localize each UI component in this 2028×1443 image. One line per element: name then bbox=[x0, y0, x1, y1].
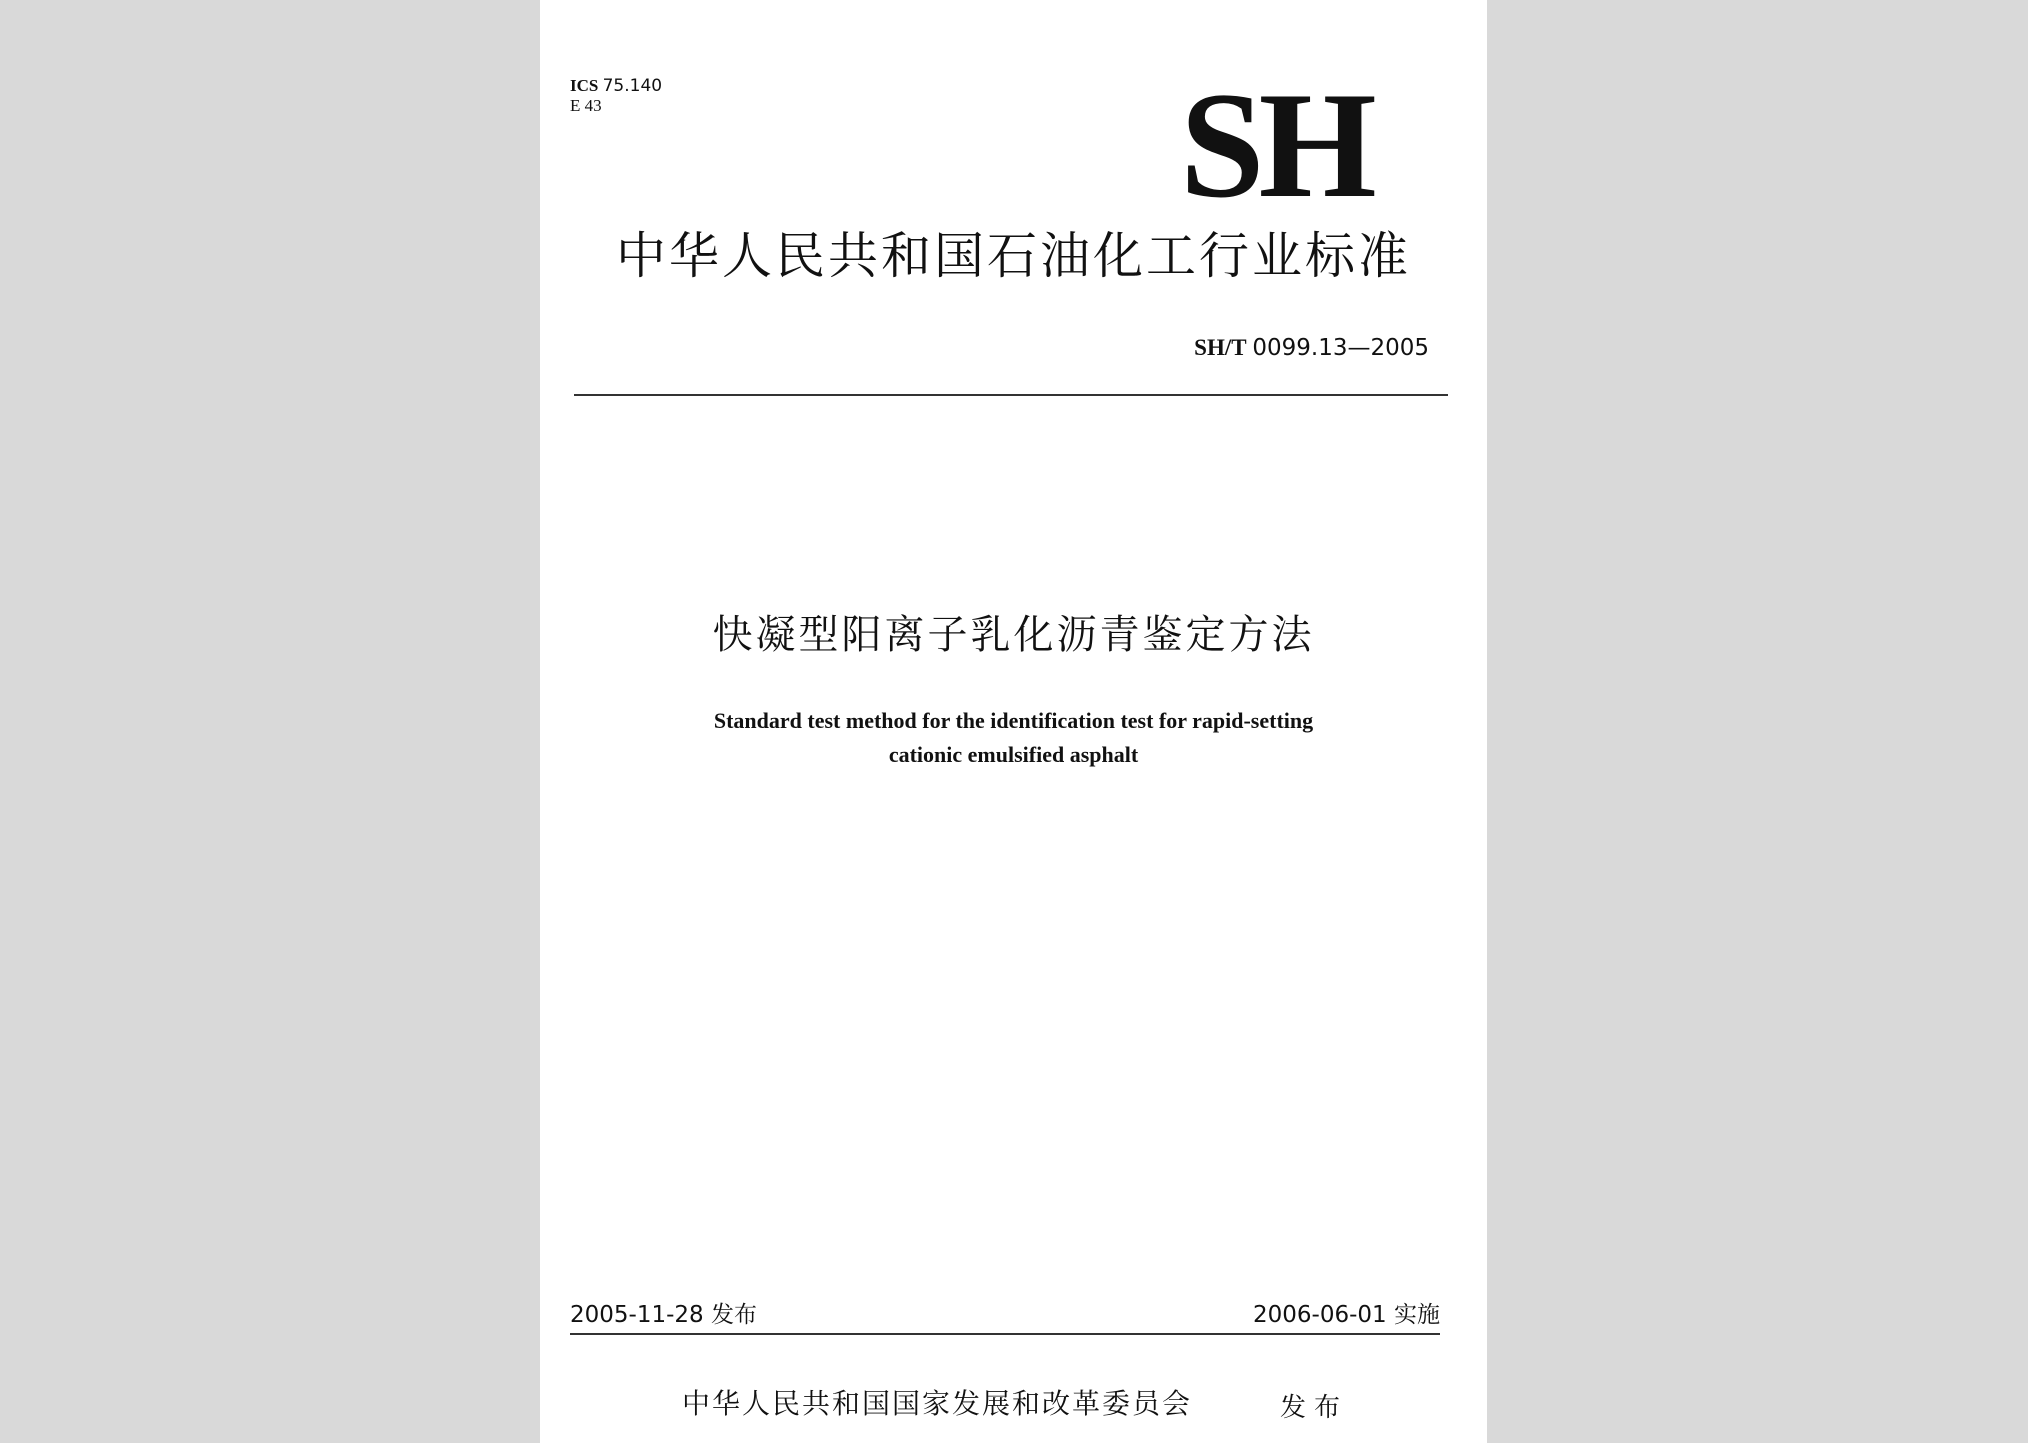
document-page bbox=[540, 0, 1487, 1443]
classification-codes bbox=[570, 76, 662, 116]
english-title-line-2: cationic emulsified asphalt bbox=[888, 742, 1139, 767]
publisher-name: 中华人民共和国国家发展和改革委员会 bbox=[682, 1387, 1193, 1420]
document-title-chinese: 快凝型阳离子乳化沥青鉴定方法 bbox=[712, 612, 1315, 658]
publish-label: 发布 bbox=[1280, 1393, 1349, 1423]
english-title-line-1: Standard test method for the identification test for rapid-setting bbox=[713, 708, 1314, 733]
standard-organization: 中华人民共和国石油化工行业标准 bbox=[616, 227, 1411, 285]
standard-code bbox=[1194, 334, 1429, 362]
issue-label: 发布 bbox=[710, 1302, 757, 1328]
ics-code bbox=[570, 76, 662, 96]
ics-label: ICS bbox=[570, 76, 599, 95]
implement-date-block bbox=[1253, 1300, 1440, 1330]
implement-date: 2006-06-01 bbox=[1253, 1302, 1387, 1328]
standard-code-prefix: SH/T bbox=[1194, 335, 1247, 360]
document-title-english bbox=[540, 704, 1487, 772]
header-divider bbox=[574, 394, 1448, 396]
issue-date-block bbox=[570, 1300, 757, 1330]
ccs-code: E 43 bbox=[570, 96, 602, 115]
footer-divider bbox=[570, 1333, 1440, 1335]
standard-code-number: 0099.13—2005 bbox=[1252, 335, 1429, 361]
issue-date: 2005-11-28 bbox=[570, 1302, 704, 1328]
ics-value: 75.140 bbox=[602, 76, 663, 96]
sh-logo: SH bbox=[1180, 61, 1371, 229]
implement-label: 实施 bbox=[1394, 1302, 1440, 1328]
